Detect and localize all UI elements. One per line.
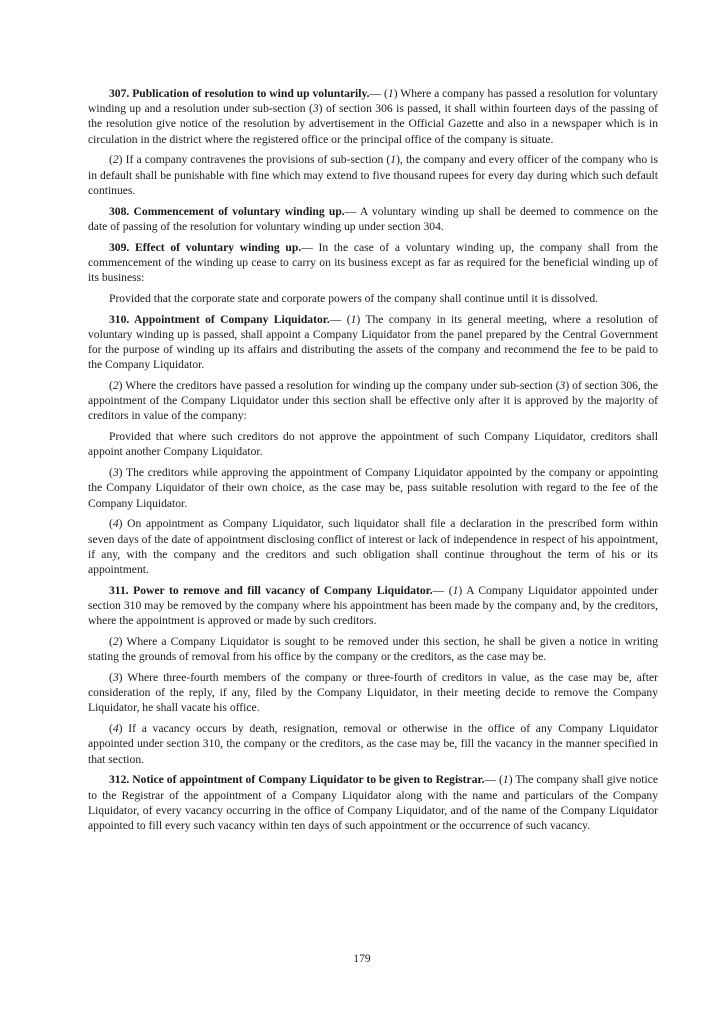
paragraph-text: — A voluntary winding up shall be deemed to commence on the date of passing of the resolution for voluntary winding up under section 304. — [88, 204, 658, 233]
paragraph-text: ) Where three-fourth members of the company or three-fourth of creditors in value, as the case may be, after consideration of the reply, if any, filed by the Company Liquidator, in their meeting decide to remove the Company Liquidator, he shall vacate his office. — [88, 671, 658, 715]
paragraph-text: — ( — [432, 583, 453, 597]
section-paragraph — [88, 312, 658, 373]
sub-paragraph — [88, 291, 658, 306]
clause-number: 3 — [112, 671, 119, 685]
sub-paragraph — [88, 152, 658, 198]
paragraph-text: — In the case of a voluntary winding up, the company shall from the commencement of the winding up cease to carry on its business except as far as required for the beneficial winding up of its business: — [88, 240, 658, 285]
paragraph-text: ) Where a Company Liquidator is sought to be removed under this section, he shall be given a notice in writing stating the grounds of removal from his office by the company or the creditors, as the case may be. — [88, 635, 658, 664]
section-heading: 307. Publication of resolution to wind up voluntarily. — [109, 87, 370, 100]
clause-number: 1 — [452, 583, 459, 597]
section-paragraph — [88, 772, 658, 833]
paragraph-text: — ( — [484, 773, 503, 787]
paragraph-text: ) A Company Liquidator appointed under section 310 may be removed by the company where his appointment has been made by the company and, by the creditors, where the appointment is approved or made by such creditors. — [88, 583, 658, 628]
paragraph-text: ) of section 306 is passed, it shall within fourteen days of the passing of the resolution give notice of the resolution by advertisement in the Official Gazette and also in a newspaper which is in circulation in the district where the registered office or the principal office of the company is situate. — [88, 102, 658, 146]
paragraph-text: Provided that where such creditors do not approve the appointment of such Company Liquidator, creditors shall appoint another Company Liquidator. — [88, 430, 658, 459]
clause-number: 1 — [390, 153, 397, 167]
sub-paragraph — [88, 634, 658, 664]
paragraph-text: ( — [109, 671, 113, 685]
paragraph-text: ( — [109, 517, 113, 531]
clause-number: 4 — [112, 722, 119, 736]
paragraph-text: ) Where the creditors have passed a resolution for winding up the company under sub-section ( — [118, 379, 560, 393]
paragraph-text: ) of section 306, the appointment of the Company Liquidator under this section shall be effective only after it is approved by the majority of creditors in value of the company: — [88, 379, 658, 423]
paragraph-text: ( — [109, 722, 113, 736]
paragraph-text: ( — [109, 466, 113, 480]
paragraph-text: ) The creditors while approving the appointment of Company Liquidator appointed by the company or appointing the Company Liquidator of their own choice, as the case may be, pass suitable resolution with regard to the fee of the Company Liquidator. — [88, 466, 658, 510]
clause-number: 2 — [112, 635, 119, 649]
section-heading: 310. Appointment of Company Liquidator. — [109, 312, 330, 326]
paragraph-text: ( — [109, 379, 113, 393]
paragraph-text: ) Where a company has passed a resolution for voluntary winding up and a resolution under sub-section ( — [88, 87, 658, 116]
section-heading: 308. Commencement of voluntary winding up. — [109, 204, 345, 218]
paragraph-text: ) If a vacancy occurs by death, resignation, removal or otherwise in the office of any Company Liquidator appointed under section 310, the company or the creditors, as the case may be, fill the vacancy in the manner specified in that section. — [88, 722, 658, 766]
paragraph-text: ( — [109, 153, 113, 167]
clause-number: 4 — [112, 517, 119, 531]
clause-number: 2 — [112, 153, 119, 167]
paragraph-text: — ( — [369, 87, 388, 100]
paragraph-text: ), the company and every officer of the company who is in default shall be punishable with fine which may extend to five thousand rupees for every day during which such default continues. — [88, 153, 658, 197]
page-number: 179 — [353, 952, 371, 965]
section-heading: 312. Notice of appointment of Company Liquidator to be given to Registrar. — [109, 773, 485, 787]
sub-paragraph — [88, 516, 658, 577]
clause-number: 1 — [502, 773, 509, 787]
section-paragraph — [88, 86, 658, 147]
section-paragraph — [88, 583, 658, 629]
sub-paragraph — [88, 429, 658, 459]
paragraph-text: — ( — [329, 312, 351, 326]
sub-paragraph — [88, 378, 658, 424]
clause-number: 3 — [559, 379, 566, 393]
sub-paragraph — [88, 721, 658, 767]
clause-number: 1 — [387, 87, 394, 100]
section-heading: 311. Power to remove and fill vacancy of Company Liquidator. — [109, 583, 433, 597]
sub-paragraph — [88, 670, 658, 716]
section-heading: 309. Effect of voluntary winding up. — [109, 240, 302, 254]
paragraph-text: ) The company shall give notice to the Registrar of the appointment of a Company Liquidator along with the name and particulars of the Company Liquidator, of every vacancy occurring in the office of Company Liquidator, and of the name of the Company Liquidator appointed to fill every such vacancy within ten days of such appointment or the occurrence of such vacancy. — [88, 773, 658, 833]
document-body — [88, 86, 658, 839]
sub-paragraph — [88, 465, 658, 511]
paragraph-text: ) On appointment as Company Liquidator, such liquidator shall file a declaration in the prescribed form within seven days of the date of appointment disclosing conflict of interest or lack of independence in respect of his appointment, if any, with the company and the creditors and such obligation shall continue throughout the term of his or its appointment. — [88, 517, 658, 577]
paragraph-text: ) If a company contravenes the provisions of sub-section ( — [118, 153, 391, 167]
paragraph-text: ) The company in its general meeting, where a resolution of voluntary winding up is passed, shall appoint a Company Liquidator from the panel prepared by the Central Government for the purpose of winding up its affairs and distributing the assets of the company and recommend the fee to be paid to the Company Liquidator. — [88, 312, 659, 372]
section-paragraph — [88, 204, 658, 234]
section-paragraph — [88, 240, 658, 286]
clause-number: 1 — [350, 312, 357, 326]
paragraph-text: ( — [109, 635, 113, 649]
clause-number: 2 — [112, 379, 119, 393]
paragraph-text: Provided that the corporate state and corporate powers of the company shall continue until it is dissolved. — [109, 291, 599, 305]
clause-number: 3 — [112, 466, 119, 480]
clause-number: 3 — [312, 102, 319, 116]
